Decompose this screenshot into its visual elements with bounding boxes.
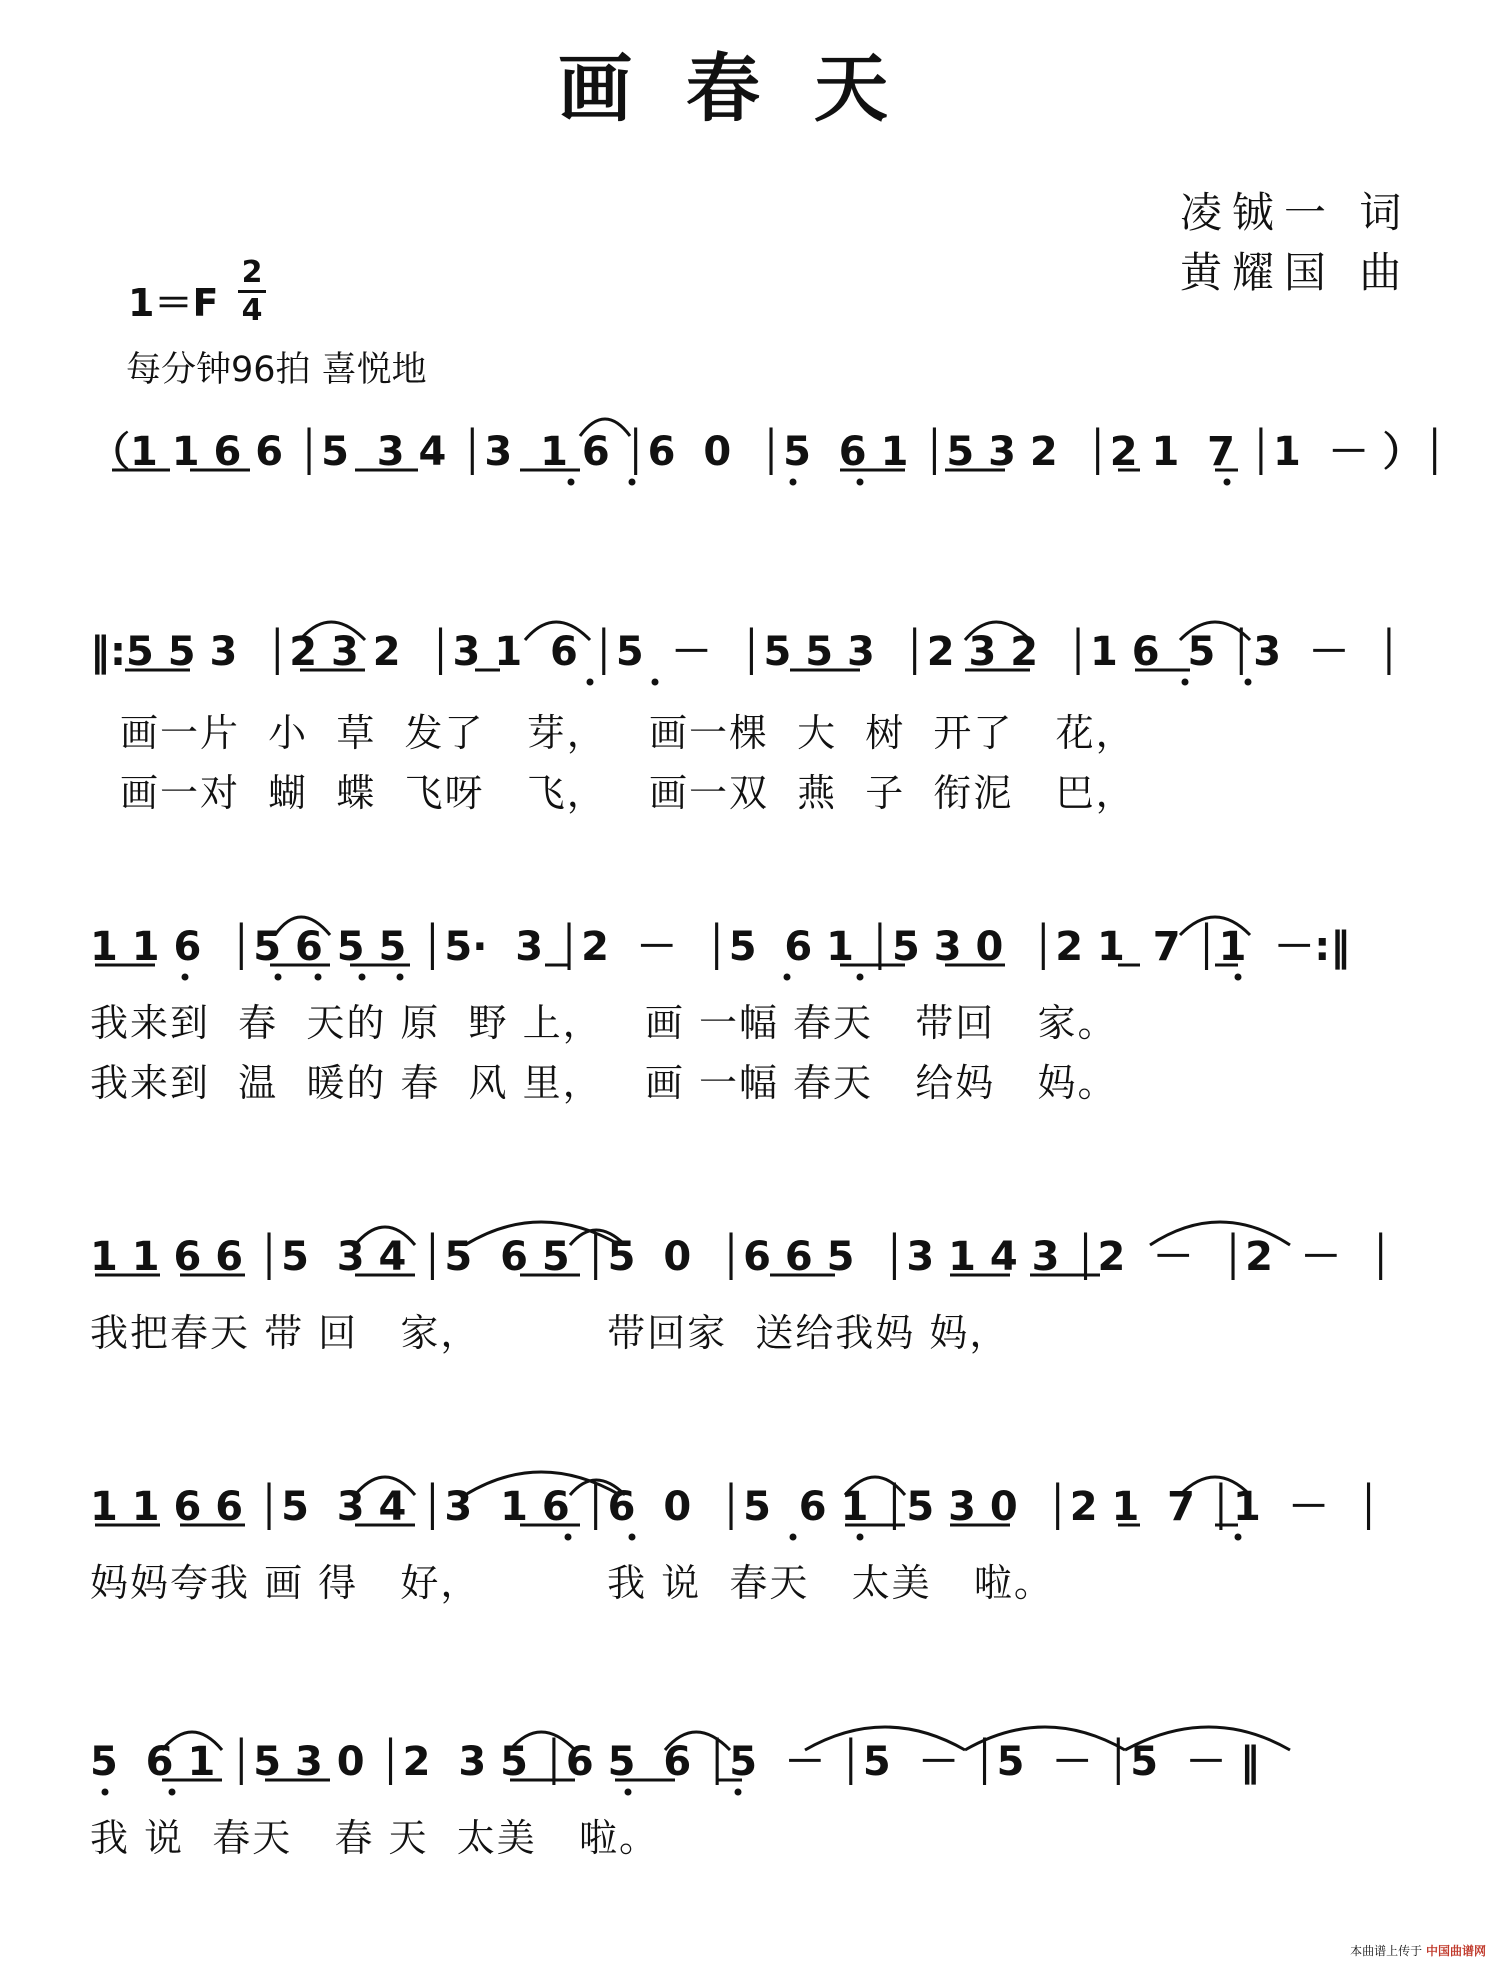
notation-row-6: 5 6 1 │5 3 0 │2 3 5 │6 5 6 │5 － │5 － │5 － │5 － ‖ — [90, 1739, 1260, 1785]
notation-row-4: 1 1 6 6 │5 3 4 │5 6 5 │5 0 │6 6 5 │3 1 4 3 │2 － │2 － │ — [90, 1234, 1393, 1280]
key-signature: 1＝F — [128, 281, 219, 325]
time-signature-bottom: 4 — [241, 293, 263, 328]
footer-source — [1350, 1942, 1486, 1959]
composer-credit: 黄耀国 曲 — [1180, 248, 1412, 297]
lyrics-row-6: 我 说 春天 春 天 太美 啦。 — [90, 1816, 659, 1860]
row-1-marks — [0, 400, 1500, 600]
notation-row-2: ‖:5 5 3 │2 3 2 │3 1 6 │5 － │5 5 3 │2 3 2 │1 6 5 │3 － │ — [90, 629, 1401, 675]
tempo-marking: 每分钟96拍 喜悦地 — [126, 350, 427, 390]
notation-row-3: 1 1 6 │5 6 5 5 │5· 3 │2 － │5 6 1 │5 3 0 │2 1 7 │1 －:‖ — [90, 924, 1351, 970]
lyrics-row-2-verse-1: 画一片 小 草 发了 芽， 画一棵 大 树 开了 花， — [120, 711, 1136, 755]
footer-prefix: 本曲谱上传于 — [1350, 1944, 1423, 1958]
lyrics-row-3-verse-1: 我来到 春 天的 原 野 上， 画 一幅 春天 带回 家。 — [90, 1001, 1118, 1045]
notation-row-5: 1 1 6 6 │5 3 4 │3 1 6 │6 0 │5 6 1 │5 3 0 │2 1 7 │1 － │ — [90, 1484, 1381, 1530]
time-signature-top: 2 — [241, 255, 263, 290]
lyrics-row-3-verse-2: 我来到 温 暖的 春 风 里， 画 一幅 春天 给妈 妈。 — [90, 1061, 1118, 1105]
lyrics-row-2-verse-2: 画一对 蝴 蝶 飞呀 飞， 画一双 燕 子 衔泥 巴， — [120, 771, 1136, 815]
lyrics-row-4: 我把春天 带 回 家， 带回家 送给我妈 妈， — [90, 1311, 1010, 1355]
notation-row-1: （1 1 6 6 │5 3 4 │3 1 6 │6 0 │5 6 1 │5 3 2 │2 1 7 │1 － ）│ — [90, 429, 1447, 475]
page-title: 画春天 — [558, 46, 942, 132]
lyricist-credit: 凌铖一 词 — [1180, 188, 1412, 237]
footer-brand[interactable]: 中国曲谱网 — [1425, 1944, 1486, 1958]
lyrics-row-5: 妈妈夸我 画 得 好， 我 说 春天 太美 啦。 — [90, 1561, 1054, 1605]
